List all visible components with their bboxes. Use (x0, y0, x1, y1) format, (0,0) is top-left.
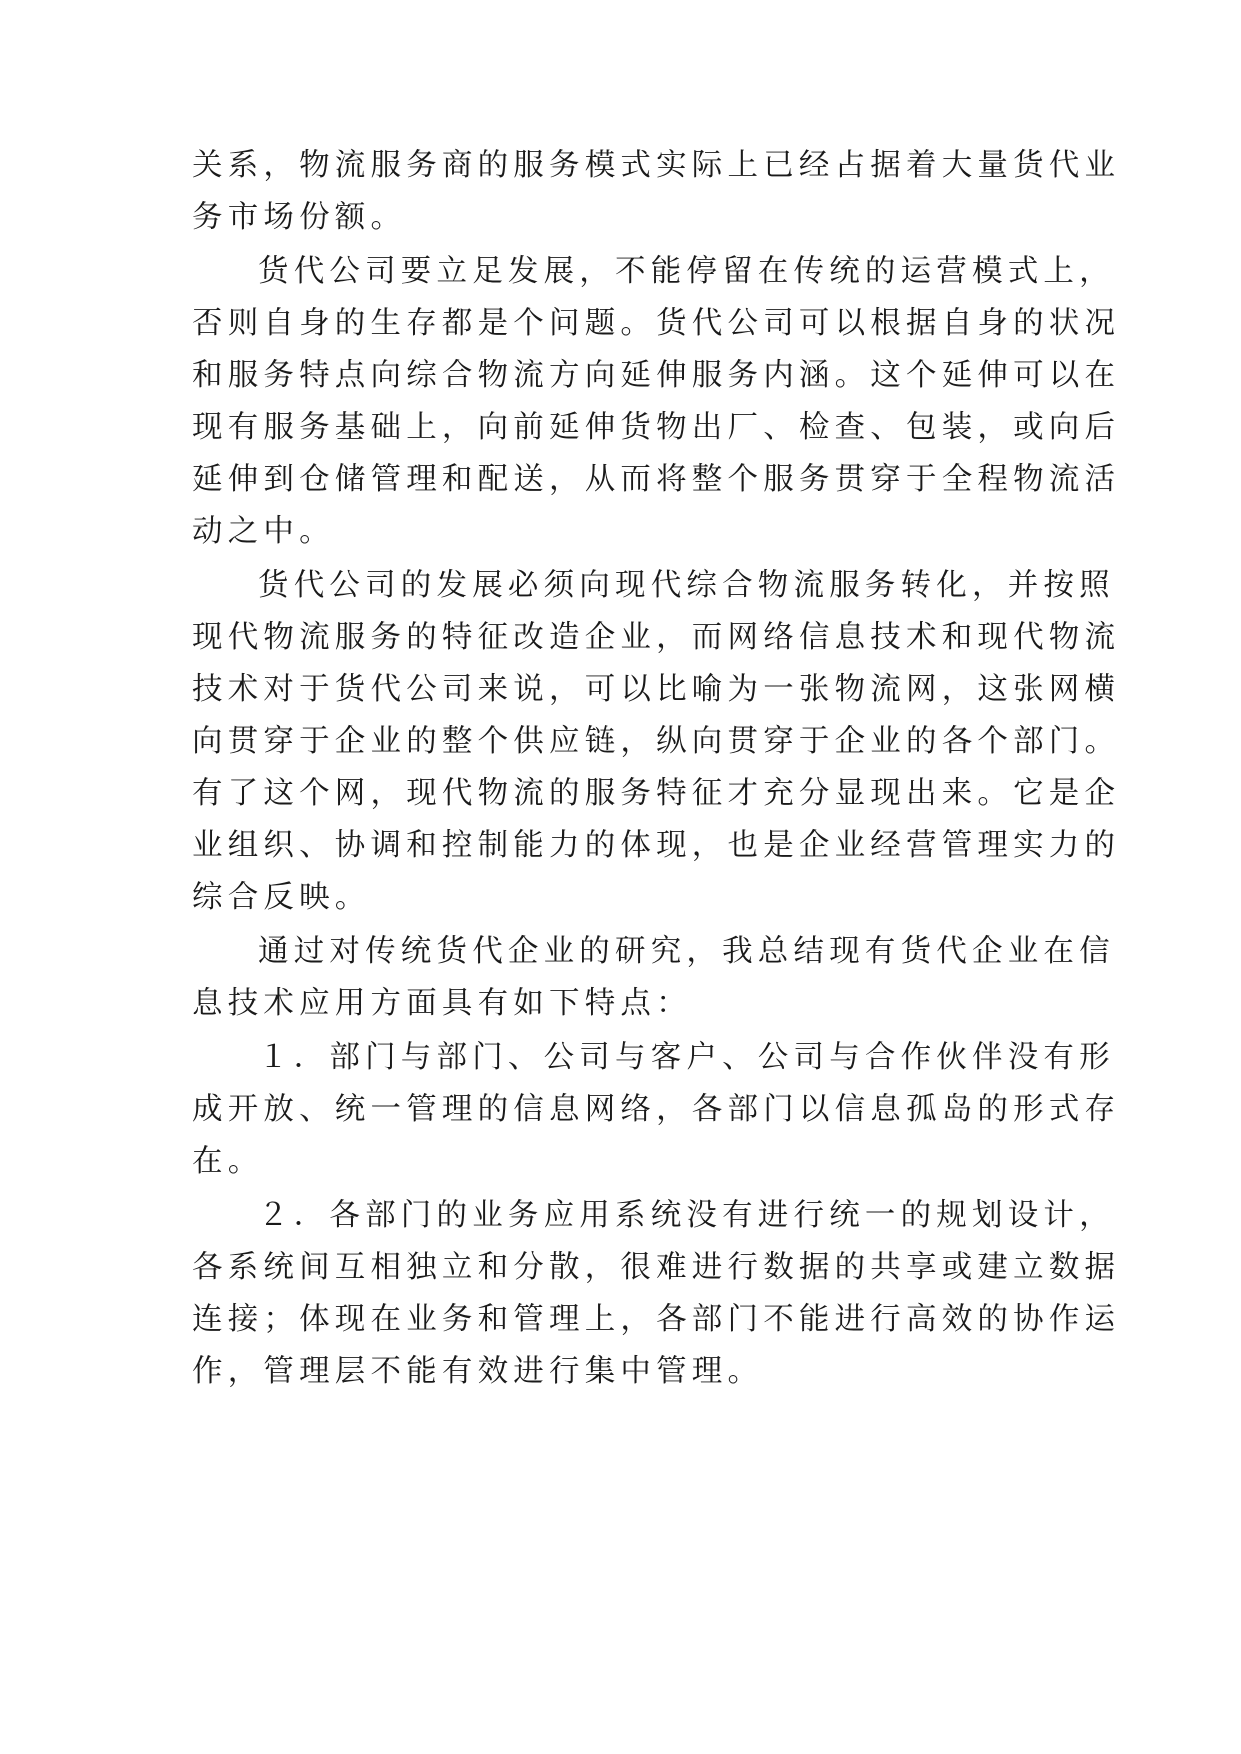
list-item-2: ２．各部门的业务应用系统没有进行统一的规划设计， (258, 1198, 1115, 1233)
text-line: 动之中。 (192, 514, 335, 549)
list-item-1: １．部门与部门、公司与客户、公司与合作伙伴没有形 (258, 1040, 1115, 1075)
text-line: 有了这个网，现代物流的服务特征才充分显现出来。它是企 (192, 776, 1121, 811)
text-line: 现有服务基础上，向前延伸货物出厂、检查、包装，或向后 (192, 410, 1121, 445)
text-line: 货代公司要立足发展，不能停留在传统的运营模式上， (258, 254, 1115, 289)
text-line: 各系统间互相独立和分散，很难进行数据的共享或建立数据 (192, 1250, 1121, 1285)
text-line: 成开放、统一管理的信息网络，各部门以信息孤岛的形式存 (192, 1092, 1121, 1127)
text-line: 技术对于货代公司来说，可以比喻为一张物流网，这张网横 (192, 672, 1121, 707)
text-line: 现代物流服务的特征改造企业，而网络信息技术和现代物流 (192, 620, 1121, 655)
text-line: 务市场份额。 (192, 200, 407, 235)
text-line: 延伸到仓储管理和配送，从而将整个服务贯穿于全程物流活 (192, 462, 1121, 497)
text-line: 作，管理层不能有效进行集中管理。 (192, 1354, 764, 1389)
text-line: 在。 (192, 1144, 264, 1179)
text-line: 关系，物流服务商的服务模式实际上已经占据着大量货代业 (192, 148, 1121, 183)
text-line: 业组织、协调和控制能力的体现，也是企业经营管理实力的 (192, 828, 1121, 863)
text-line: 向贯穿于企业的整个供应链，纵向贯穿于企业的各个部门。 (192, 724, 1121, 759)
text-line: 货代公司的发展必须向现代综合物流服务转化，并按照 (258, 568, 1115, 603)
text-line: 和服务特点向综合物流方向延伸服务内涵。这个延伸可以在 (192, 358, 1121, 393)
text-line: 否则自身的生存都是个问题。货代公司可以根据自身的状况 (192, 306, 1121, 341)
text-line: 综合反映。 (192, 880, 371, 915)
text-line: 通过对传统货代企业的研究，我总结现有货代企业在信 (258, 934, 1115, 969)
text-line: 息技术应用方面具有如下特点： (192, 986, 692, 1021)
text-line: 连接；体现在业务和管理上，各部门不能进行高效的协作运 (192, 1302, 1121, 1337)
